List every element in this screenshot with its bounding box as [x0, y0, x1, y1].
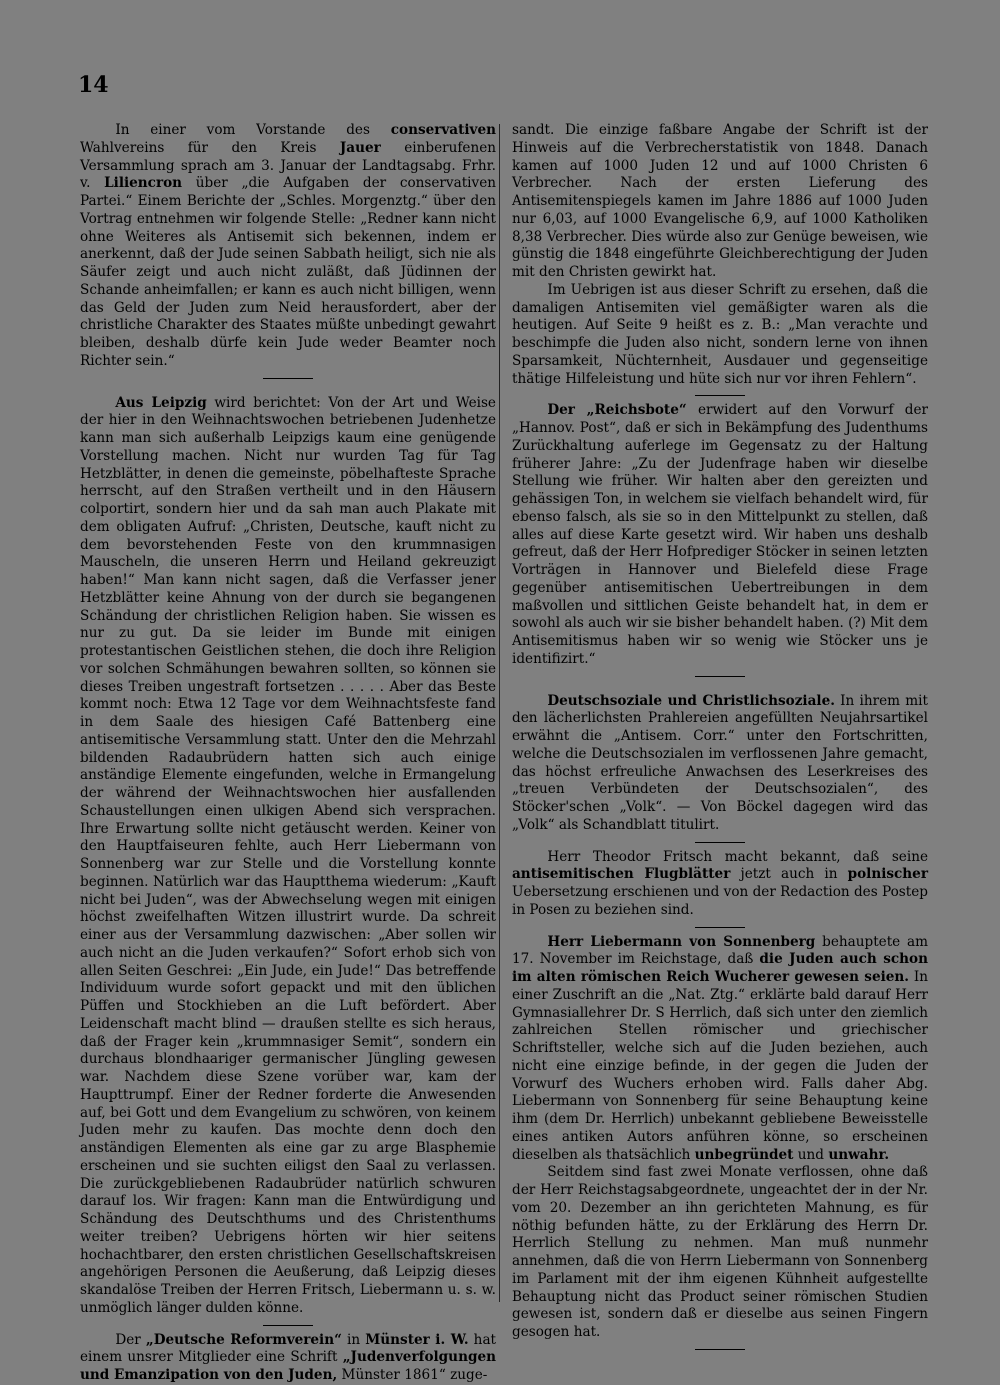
article-fritsch: Herr Theodor Fritsch macht bekannt, daß seine antisemitischen Flugblätter jetzt auch in polnischer Uebersetzung erschienen und von der Redaction des Postep in Posen zu beziehen sind.: [512, 848, 928, 918]
article-leipzig: Aus Leipzig wird berichtet: Von der Art und Weise der hier in den Weihnachtswochen betriebenen Judenhetze kann man sich außerhalb Leipzigs kaum eine genügende Vorstellung machen. Nicht nur wurden Tag für Tag Hetzblätter, in denen die gemeinste, pöbelhafteste Sprache herrscht, auf den Straßen vertheilt und in den Häusern colportirt, sondern hier und da sah man auch Plakate mit dem obligaten Aufruf: „Christen, Deutsche, kauft nicht zu dem bevorstehenden Feste von den krummnasigen Mauscheln, die unseren Herrn und Heiland gekreuzigt haben!“ Man kann nicht sagen, daß die Verfasser jener Hetzblätter keine Ahnung von der durch sie begangenen Schändung der christlichen Religion haben. Sie wissen es nur zu gut. Da sie leider im Bunde mit einigen protestantischen Geistlichen stehen, die doch ihre Religion vor solchen Schmähungen bewahren sollten, so können sie dieses Treiben ungestraft fortsetzen . . . . . Aber das Beste kommt noch: Etwa 12 Tage vor dem Weihnachtsfeste fand in dem Saale des hiesigen Café Battenberg eine antisemitische Versammlung statt. Unter den die Mehrzahl bildenden Radaubrüdern hatten sich auch einige anständige Elemente eingefunden, welche in Ermangelung der während der Weihnachtswochen hier ausfallenden Schaustellungen einen ulkigen Abend sich versprachen. Ihre Erwartung sollte nicht getäuscht werden. Keiner von den Hauptfaiseuren fehlte, auch Herr Liebermann von Sonnenberg war zur Stelle und die Vorstellung konnte beginnen. Natürlich war das Hauptthema wiederum: „Kauft nicht bei Juden“, was der Abwechselung wegen mit einigen höchst zweifelhaften Witzen illustrirt wurde. Da schreit einer aus der Versammlung dazwischen: „Aber sollen wir auch nicht an die Juden verkaufen?“ Sofort erhob sich von allen Seiten Geschrei: „Ein Jude, ein Jude!“ Das betreffende Individuum wurde sofort gepackt und mit den üblichen Püffen und Stockhieben an die Luft befördert. Aber Leidenschaft macht blind — draußen stellte es sich heraus, daß der Frager kein „krummnasiger Semit“, sondern ein durchaus blondhaariger germanischer Jüngling gewesen war. Nachdem diese Szene vorüber war, kam der Haupttrumpf. Einer der Redner forderte die Anwesenden auf, bei Gott und dem Evangelium zu schwören, von keinem Juden mehr zu kaufen. Das mochte denn doch den anständigen Elementen als eine gar zu arge Blasphemie erscheinen und sie suchten eiligst den Saal zu verlassen. Die zurückgebliebenen Radaubrüder natürlich schwuren darauf los. Wir fragen: Kann man die Entwürdigung und Schändung des Deutschthums und des Christenthums weiter treiben? Uebrigens hörten wir hier seitens hochachtbarer, den ersten christlichen Gesellschaftskreisen angehörigen Personen die Aeußerung, daß Leipzig dieses skandalöse Treiben der Herren Fritsch, Liebermann u. s. w. unmöglich länger dulden könne.: [80, 394, 496, 1316]
page-number: 14: [78, 72, 109, 98]
column-rule: [499, 124, 500, 1302]
article-muenster-continued: sandt. Die einzige faßbare Angabe der Schrift ist der Hinweis auf die Verbrecherstatistik von 1848. Danach kamen auf 1000 Juden 12 und auf 1000 Christen 6 Verbrecher. Nach der ersten Lieferung des Antisemitenspiegels kamen im Jahre 1886 auf 1000 Juden nur 6,03, auf 1000 Evangelische 6,9, auf 1000 Katholiken 8,38 Verbrecher. Dies würde also zur Genüge beweisen, wie günstig die 1848 eingeführte Gleichberechtigung der Juden mit den Christen gewirkt hat.: [512, 122, 928, 280]
article-deutschsoziale: Deutschsoziale und Christlichsoziale. In ihrem mit den lächerlichsten Prahlereien angefüllten Neujahrsartikel erwähnt die „Antisem. Corr.“ unter den Fortschritten, welche die Deutschsozialen im verflossenen Jahre gemacht, das höchst erfreuliche Anwachsen des Leserkreises des „treuen Verbündeten der Deutschsozialen“, des Stöcker'schen „Volk“. — Von Böckel dagegen wird das „Volk“ als Schandblatt titulirt.: [512, 692, 928, 833]
article-reichsbote: Der „Reichsbote“ erwidert auf den Vorwurf der „Hannov. Post“, daß er sich in Bekämpfung des Judenthums Zurückhaltung auferlege im Gegensatz zu der Haltung früherer Jahre: „Zu der Judenfrage haben wir dieselbe Stellung wie früher. Wir halten aber den gereizten und gehässigen Ton, in welchem sie vielfach behandelt wird, für ebenso falsch, als sie so in den Mittelpunkt zu stellen, daß alles auf diese Karte gesetzt wird. Wir haben uns deshalb gefreut, daß der Herr Hofprediger Stöcker in seinen letzten Vorträgen in Hannover und Bielefeld diese Frage gegenüber antisemitischen Uebertreibungen in dem maßvollen und sittlichen Geiste behandelt hat, in dem er sowohl als auch wir sie bisher behandelt haben. (?) Mit dem Antisemitismus haben wir so wenig wie Stöcker uns je identifizirt.“: [512, 402, 928, 667]
article-muenster-paragraph: Im Uebrigen ist aus dieser Schrift zu ersehen, daß die damaligen Antisemiten viel gemäßigter waren als die heutigen. Auf Seite 9 heißt es z. B.: „Man verachte und beschimpfe die Juden also nicht, sondern lerne von ihnen Sparsamkeit, Nüchternheit, Ausdauer und gegenseitige thätige Hilfeleistung und hüte sich nur vor ihren Fehlern“.: [512, 281, 928, 387]
separator: [695, 395, 745, 396]
separator: [695, 676, 745, 677]
separator: [695, 1349, 745, 1350]
right-column: [512, 122, 928, 1356]
article-muenster: Der „Deutsche Reformverein“ in Münster i. W. hat einem unsrer Mitglieder eine Schrift „Judenverfolgungen und Emanzipation von den Juden, Münster 1861“ zuge-: [80, 1331, 497, 1383]
article-liebermann: Herr Liebermann von Sonnenberg behauptete am 17. November im Reichstage, daß die Juden auch schon im alten römischen Reich Wucherer gewesen seien. In einer Zuschrift an die „Nat. Ztg.“ erklärte bald darauf Herr Gymnasiallehrer Dr. S Herrlich, daß sich unter den ziemlich zahlreichen Stellen römischer und griechischer Schriftsteller, welche sich auf die Juden beziehen, auch nicht eine einzige befinde, in der gegen die Juden der Vorwurf des Wuchers erhoben wird. Falls daher Abg. Liebermann von Sonnenberg für seine Behauptung keine ihm (dem Dr. Herrlich) unbekannt gebliebene Beweisstelle eines antiken Autors anführen könne, so erscheinen dieselben als thatsächlich unbegründet und unwahr.: [512, 933, 929, 1163]
separator: [695, 842, 745, 843]
separator: [695, 927, 745, 928]
left-column: [80, 122, 496, 1385]
separator: [263, 378, 313, 379]
article-jauer: In einer vom Vorstande des conservativen Wahlvereins für den Kreis Jauer einberufenen Versammlung sprach am 3. Januar der Landtagsabg. Frhr. v. Liliencron über „die Aufgaben der conservativen Partei.“ Einem Berichte der „Schles. Morgenztg.“ über den Vortrag entnehmen wir folgende Stelle: „Redner kann nicht ohne Weiteres als Antisemit sich bekennen, indem er anerkennt, daß der Jude seinen Sabbath heiligt, sich nie als Säufer zeigt und auch nicht zuläßt, daß Jüdinnen der Schande anheimfallen; er kann es auch nicht billigen, wenn das Geld der Juden zum Neid herausfordert, aber der christliche Charakter des Staates müßte unbedingt gewahrt bleiben, deshalb dürfe kein Jude weder Beamter noch Richter sein.“: [80, 122, 496, 369]
separator: [263, 1325, 313, 1326]
article-liebermann-paragraph: Seitdem sind fast zwei Monate verflossen, ohne daß der Herr Reichstagsabgeordnete, ungeachtet der in der Nr. vom 20. Dezember an ihn gerichteten Mahnung, es für nöthig befunden hätte, zu der Erklärung des Herrn Dr. Herrlich Stellung zu nehmen. Man muß nunmehr annehmen, daß die von Herrn Liebermann von Sonnenberg im Parlament mit der ihm eigenen Kühnheit aufgestellte Behauptung nicht das Product seiner römischen Studien gewesen ist, sondern daß er dieselbe aus seinen Fingern gesogen hat.: [512, 1164, 928, 1340]
